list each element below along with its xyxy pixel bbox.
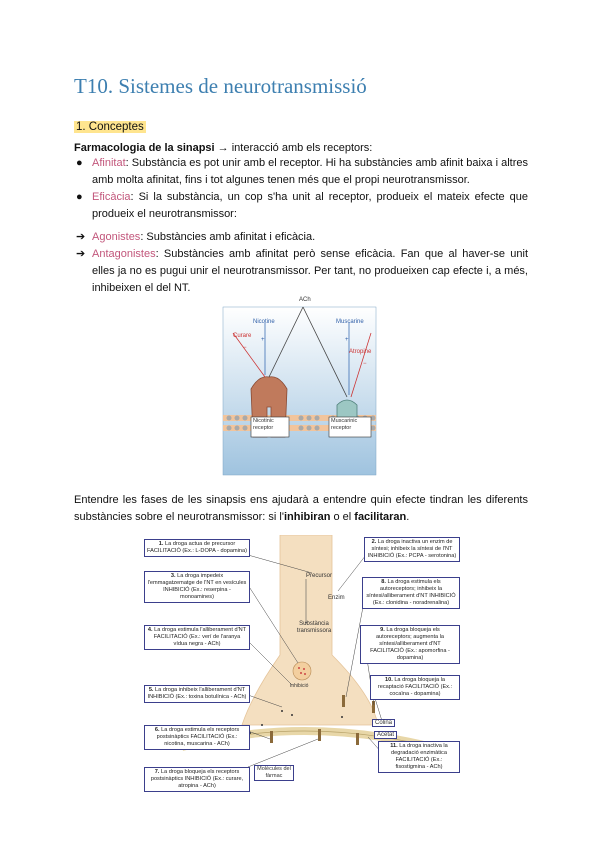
page-title: T10. Sistemes de neurotransmissió [74, 74, 367, 98]
bullet-eficacia [76, 189, 528, 223]
drug-label-2: 2. La droga inactiva un enzim de síntesi; inhibeix la síntesi de l'NT INHIBICIÓ (Ex.: PCPA - serotonina) [364, 537, 460, 562]
bullet-text: : Si la substància, un cop s'ha unit al receptor, produeix el mateix efecte que produeix el neurotransmissor: [92, 191, 528, 220]
para2-mid: o el [330, 511, 355, 523]
bullet-dot-icon: ● [76, 157, 83, 169]
intro-rest: → interacció amb els receptors: [214, 142, 373, 154]
plus-sign-nicotine: + [261, 337, 265, 343]
plus-sign-muscarine: + [345, 337, 349, 343]
drug-label-5: 5. La droga inhibeix l'alliberament d'NT INHIBICIÓ (Ex.: toxina botulínica - ACh) [144, 685, 250, 703]
drug-label-11: 11. La droga inactiva la degradació enzimàtica FACILITACIÓ (Ex.: fisostigmina - ACh) [378, 741, 460, 773]
synapse-figure [142, 535, 458, 803]
paragraph-fases [74, 492, 528, 526]
drug-label-6: 6. La droga estimula els receptors postsinàptics FACILITACIÓ (Ex.: nicotina, muscarina - ACh) [144, 725, 250, 750]
precursor-label: Precursor [306, 573, 333, 579]
minus-sign-atropine: − [363, 361, 367, 367]
para2-pre: Entendre les fases de les sinapsis ens ajudarà a entendre quin efecte tindran les diferents substàncies sobre el neurotransmissor: si l' [74, 494, 528, 523]
bullet-dot-icon: ● [76, 191, 83, 203]
drug-label-7: 7. La droga bloqueja els receptors postsinàptics INHIBICIÓ (Ex.: curare, atropina - ACh) [144, 767, 250, 792]
bullet-term: Afinitat [92, 157, 126, 169]
para2-facilitaran: facilitaran [354, 511, 407, 523]
nicotinic-receptor-label: Nicotinic receptor [253, 418, 274, 431]
arrow-item-antagonistes [76, 246, 528, 297]
arrow-item-agonistes [76, 229, 528, 246]
para2-end: . [406, 511, 410, 523]
substancia-label: Substància transmissora [296, 621, 332, 634]
drug-label-4: 4. La droga estimula l'alliberament d'NT FACILITACIÓ (Ex.: verí de l'aranya vídua negra - ACh) [144, 625, 250, 650]
arrow-right-icon: ➔ [76, 231, 86, 243]
section-heading: 1. Conceptes [76, 121, 144, 133]
ach-label: ACh [299, 297, 311, 303]
intro-bold: Farmacologia de la sinapsi [74, 142, 215, 154]
drug-label-9: 9. La droga bloqueja els autoreceptors; augmenta la síntesi/alliberament d'NT FACILITACIÓ (Ex.: apomorfina - dopamina) [360, 625, 460, 664]
para2-inhibiran: inhibiran [283, 511, 331, 523]
receptor-figure [221, 297, 378, 477]
enzim-label: Enzim [328, 595, 345, 601]
curare-label: Curare [233, 333, 252, 339]
minus-sign-curare: − [243, 345, 247, 351]
acetat-label: Acetat [374, 731, 397, 739]
muscarinic-receptor-label: Muscarinic receptor [331, 418, 358, 431]
bullet-afinitat [76, 155, 528, 189]
arrow-right-icon: ➔ [76, 248, 86, 260]
muscarine-label: Muscarine [336, 319, 364, 325]
drug-label-3: 3. La droga impedeix l'emmagatzematge de l'NT en vesícules INHIBICIÓ (Ex.: reserpina - monoamines) [144, 571, 250, 603]
atropine-label: Atropine [349, 349, 372, 355]
drug-label-8: 8. La droga estimula els autoreceptors; inhibeix la síntesi/alliberament d'NT INHIBICIÓ (Ex.: clonidina - noradrenalina) [362, 577, 460, 609]
arrow-text: : Substàncies amb afinitat però sense eficàcia. Fan que al haver-se unit elles ja no es pugui unir el neurotransmissor. Per tant, no produeixen cap efecte i, a més, inhibeixen el del NT. [92, 248, 528, 294]
arrow-term: Antagonistes [92, 248, 156, 260]
colina-label: Colina [372, 719, 395, 727]
nicotine-label: Nicotine [253, 319, 275, 325]
bullet-text: : Substància es pot unir amb el receptor. Hi ha substàncies amb afinit baixa i altres amb molta afinitat, fins i tot algunes tenen més que el propi neurotransmissor. [92, 157, 528, 186]
arrow-text: : Substàncies amb afinitat i eficàcia. [140, 231, 316, 243]
molecules-label: Molècules del fàrmac [254, 765, 294, 781]
arrow-term: Agonistes [92, 231, 141, 243]
bullet-term: Eficàcia [92, 191, 131, 203]
drug-label-10: 10. La droga bloqueja la recaptació FACILITACIÓ (Ex.: cocaïna - dopamina) [370, 675, 460, 700]
drug-label-1: 1. La droga actua de precursor FACILITACIÓ (Ex.: L-DOPA - dopamina) [144, 539, 250, 557]
inhibicio-label: Inhibició [290, 683, 309, 689]
